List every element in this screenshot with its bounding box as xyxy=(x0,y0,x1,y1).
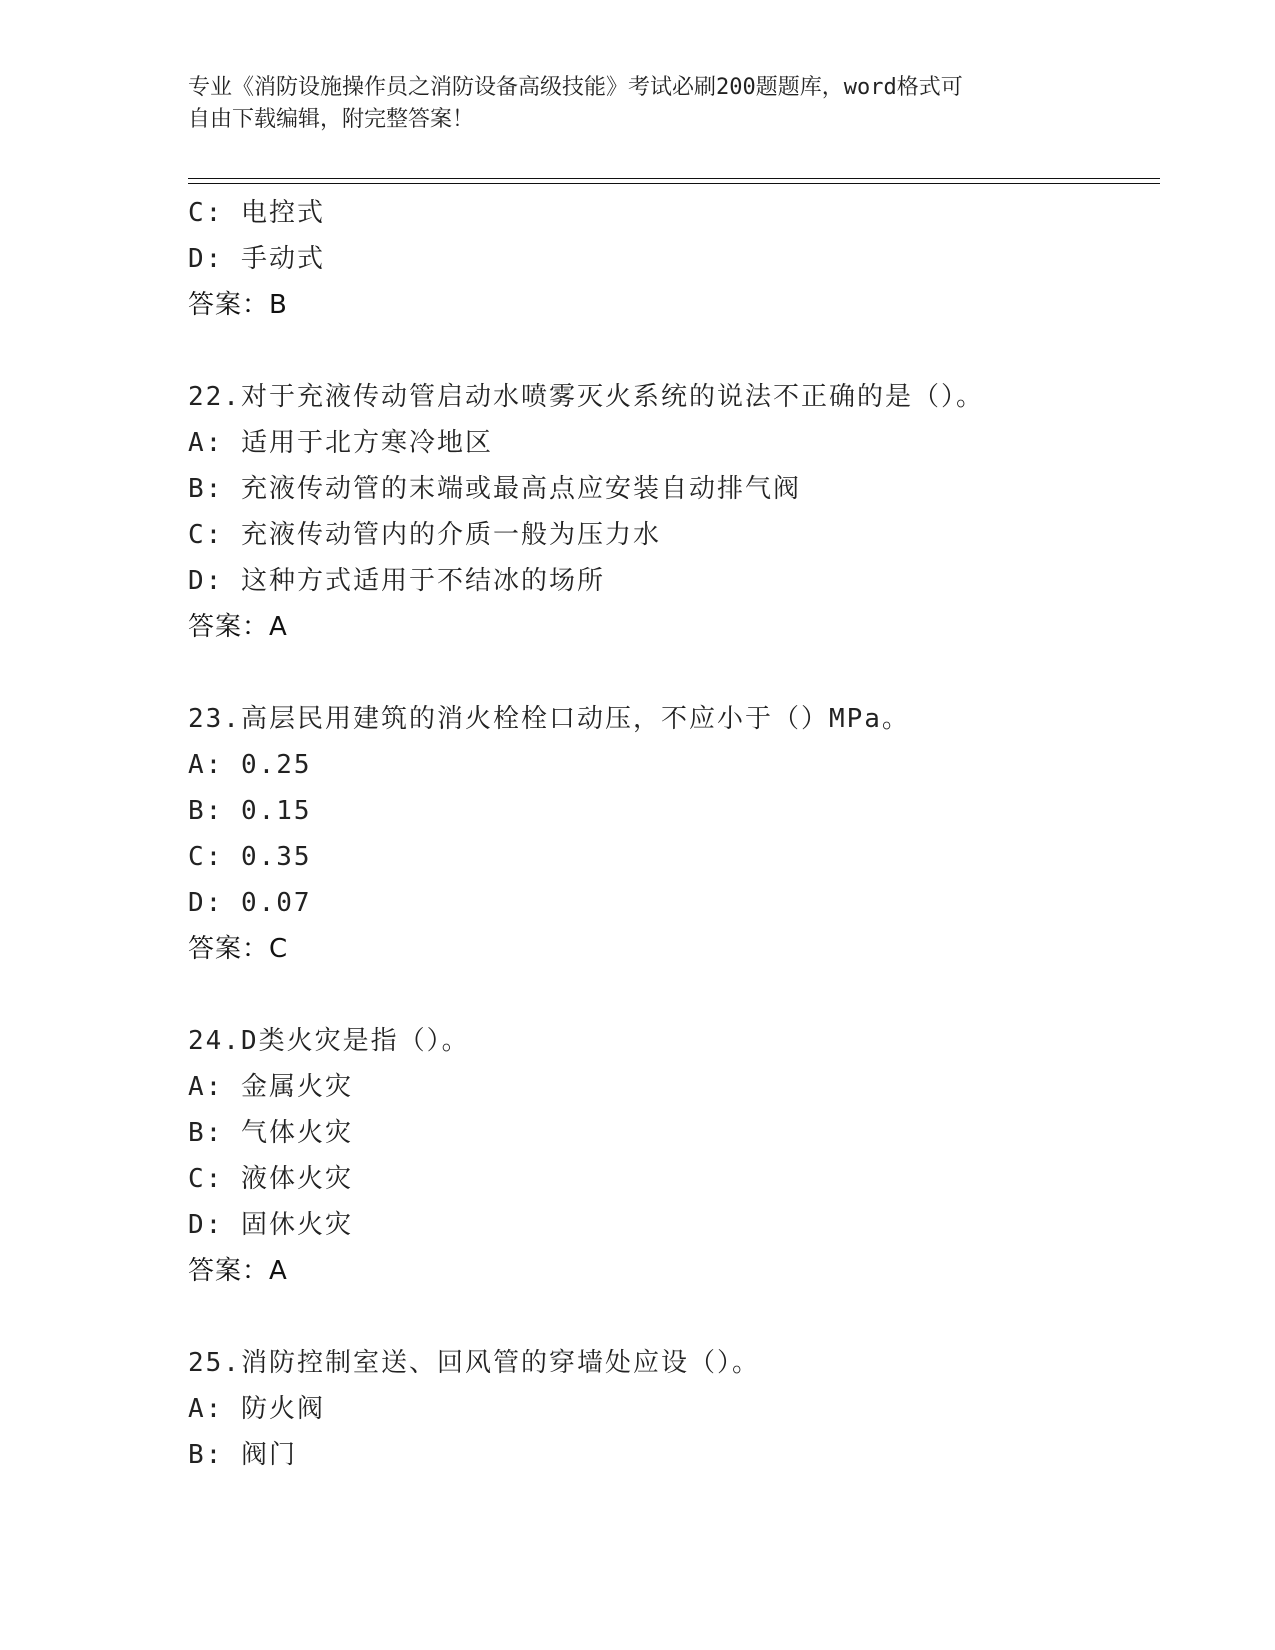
spacer xyxy=(188,650,1160,696)
option-c: C: 0.35 xyxy=(188,842,312,872)
answer-line: 答案：B xyxy=(188,290,288,320)
header-line-2: 自由下载编辑，附完整答案！ xyxy=(188,107,475,132)
question-stem: 22.对于充液传动管启动水喷雾灭火系统的说法不正确的是（）。 xyxy=(188,382,984,412)
option-a: A: 适用于北方寒冷地区 xyxy=(188,428,493,458)
option-c: C: 液体火灾 xyxy=(188,1164,353,1194)
question-stem: 24.D类火灾是指（）。 xyxy=(188,1026,470,1056)
header-divider-top xyxy=(188,178,1160,179)
spacer xyxy=(188,1294,1160,1340)
question-list xyxy=(188,190,1160,1478)
spacer xyxy=(188,972,1160,1018)
option-c: C: 充液传动管内的介质一般为压力水 xyxy=(188,520,661,550)
option-d: D: 0.07 xyxy=(188,888,312,918)
header-divider-bottom xyxy=(188,183,1160,184)
question-25 xyxy=(188,1340,1160,1478)
option-d: D: 这种方式适用于不结冰的场所 xyxy=(188,566,605,596)
header-line-1: 专业《消防设施操作员之消防设备高级技能》考试必刷200题题库，word格式可 xyxy=(188,75,963,100)
option-c: C: 电控式 xyxy=(188,198,325,228)
answer-line: 答案：C xyxy=(188,934,289,964)
question-22 xyxy=(188,374,1160,650)
question-21-tail xyxy=(188,190,1160,328)
answer-line: 答案：A xyxy=(188,1256,288,1286)
document-header xyxy=(188,72,1088,136)
option-b: B: 充液传动管的末端或最高点应安装自动排气阀 xyxy=(188,474,801,504)
question-stem: 23.高层民用建筑的消火栓栓口动压，不应小于（）MPa。 xyxy=(188,704,910,734)
option-b: B: 0.15 xyxy=(188,796,312,826)
option-d: D: 手动式 xyxy=(188,244,325,274)
option-b: B: 阀门 xyxy=(188,1440,297,1470)
option-d: D: 固休火灾 xyxy=(188,1210,353,1240)
question-stem: 25.消防控制室送、回风管的穿墙处应设（）。 xyxy=(188,1348,760,1378)
answer-line: 答案：A xyxy=(188,612,288,642)
option-a: A: 金属火灾 xyxy=(188,1072,353,1102)
option-b: B: 气体火灾 xyxy=(188,1118,353,1148)
spacer xyxy=(188,328,1160,374)
question-23 xyxy=(188,696,1160,972)
question-24 xyxy=(188,1018,1160,1294)
option-a: A: 0.25 xyxy=(188,750,312,780)
option-a: A: 防火阀 xyxy=(188,1394,325,1424)
